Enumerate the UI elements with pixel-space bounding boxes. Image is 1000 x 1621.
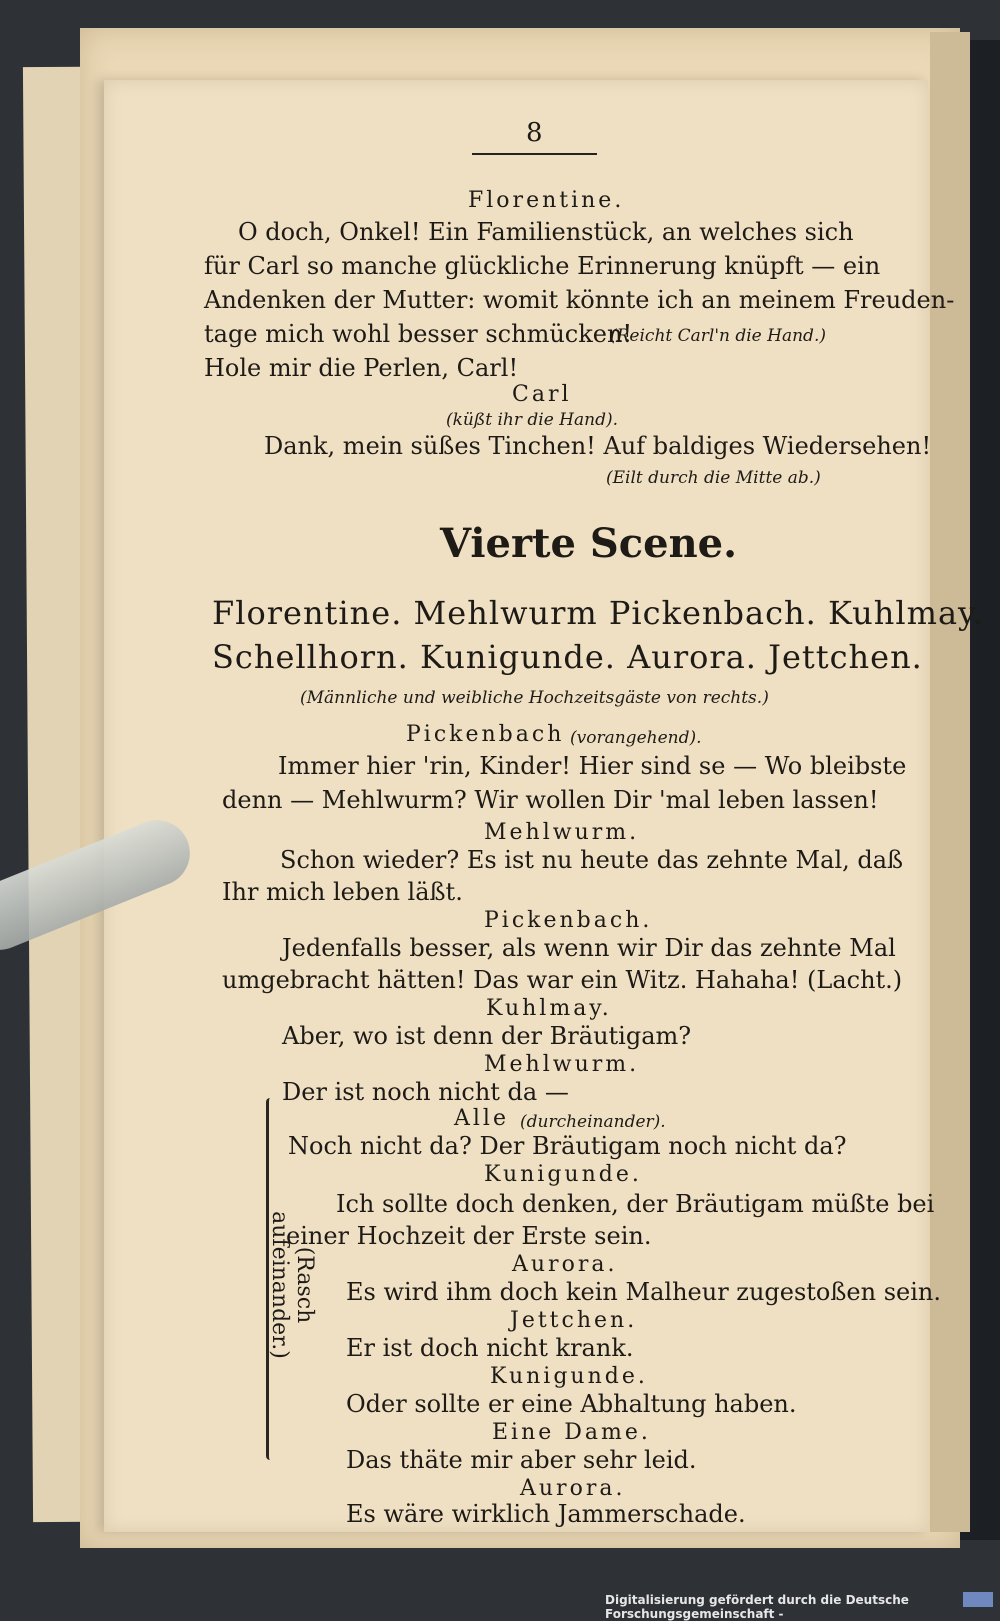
dialogue-line: umgebracht hätten! Das war ein Witz. Hahaha! (Lacht.) xyxy=(222,966,903,994)
scene-heading: Vierte Scene. xyxy=(440,520,738,567)
dialogue-line: Andenken der Mutter: womit könnte ich an meinem Freuden- xyxy=(204,286,955,314)
dialogue-line: Dank, mein süßes Tinchen! Auf baldiges Wiedersehen! xyxy=(264,432,932,460)
dialogue-line: Immer hier 'rin, Kinder! Hier sind se — Wo bleibste xyxy=(278,752,907,780)
speaker-kuhlmay: Kuhlmay. xyxy=(486,996,612,1021)
dialogue-line: Ich sollte doch denken, der Bräutigam müßte bei xyxy=(336,1190,935,1218)
dialogue-line: Es wird ihm doch kein Malheur zugestoßen sein. xyxy=(346,1278,941,1306)
dfg-logo xyxy=(963,1592,993,1607)
dialogue-line: Der ist noch nicht da — xyxy=(282,1078,569,1106)
speaker-jettchen: Jettchen. xyxy=(510,1308,638,1333)
dialogue-line: Das thäte mir aber sehr leid. xyxy=(346,1446,697,1474)
page-fold-edge xyxy=(930,32,970,1532)
speaker-aurora: Aurora. xyxy=(512,1252,618,1277)
stage-direction: (Eilt durch die Mitte ab.) xyxy=(606,468,821,488)
speaker-aurora: Aurora. xyxy=(520,1476,626,1501)
footer-credit: Digitalisierung gefördert durch die Deutsche Forschungsgemeinschaft - xyxy=(605,1593,909,1621)
speaker-pickenbach: Pickenbach xyxy=(406,722,565,747)
dialogue-line: Noch nicht da? Der Bräutigam noch nicht da? xyxy=(288,1132,847,1160)
dialogue-line: tage mich wohl besser schmücken! xyxy=(204,320,633,348)
header-rule xyxy=(472,153,597,155)
dialogue-line: einer Hochzeit der Erste sein. xyxy=(286,1222,652,1250)
speaker-mehlwurm: Mehlwurm. xyxy=(484,1052,640,1077)
page-number: 8 xyxy=(526,118,543,148)
speaker-kunigunde: Kunigunde. xyxy=(484,1162,642,1187)
speaker-carl: Carl xyxy=(512,382,572,407)
speaker-florentine: Florentine. xyxy=(468,188,625,213)
dialogue-line: Es wäre wirklich Jammerschade. xyxy=(346,1500,746,1528)
speaker-kunigunde: Kunigunde. xyxy=(490,1364,648,1389)
dialogue-line: Ihr mich leben läßt. xyxy=(222,878,463,906)
dialogue-line: O doch, Onkel! Ein Familienstück, an welches sich xyxy=(238,218,854,246)
speaker-pickenbach: Pickenbach. xyxy=(484,908,653,933)
stage-direction: (Männliche und weibliche Hochzeitsgäste von rechts.) xyxy=(300,688,769,708)
dialogue-line: Hole mir die Perlen, Carl! xyxy=(204,354,519,382)
dialogue-line: Er ist doch nicht krank. xyxy=(346,1334,634,1362)
speaker-eine-dame: Eine Dame. xyxy=(492,1420,651,1445)
dialogue-line: für Carl so manche glückliche Erinnerung knüpft — ein xyxy=(204,252,881,280)
dialogue-line: Jedenfalls besser, als wenn wir Dir das zehnte Mal xyxy=(282,934,896,962)
cast-list-line: Florentine. Mehlwurm Pickenbach. Kuhlmay. xyxy=(212,594,985,632)
speaker-mehlwurm: Mehlwurm. xyxy=(484,820,640,845)
cast-list-line: Schellhorn. Kunigunde. Aurora. Jettchen. xyxy=(212,638,923,676)
dialogue-line: denn — Mehlwurm? Wir wollen Dir 'mal leben lassen! xyxy=(222,786,879,814)
dialogue-line: Oder sollte er eine Abhaltung haben. xyxy=(346,1390,797,1418)
stage-direction: (durcheinander). xyxy=(520,1112,666,1132)
stage-direction: (Reicht Carl'n die Hand.) xyxy=(610,326,826,346)
dialogue-line: Schon wieder? Es ist nu heute das zehnte Mal, daß xyxy=(280,846,904,874)
speaker-alle: Alle xyxy=(454,1106,509,1131)
stage-direction: (vorangehend). xyxy=(570,728,702,748)
stage-direction: (küßt ihr die Hand). xyxy=(446,410,619,430)
dialogue-line: Aber, wo ist denn der Bräutigam? xyxy=(282,1022,692,1050)
margin-stage-note: (Rasch aufeinander.) xyxy=(267,1211,317,1359)
